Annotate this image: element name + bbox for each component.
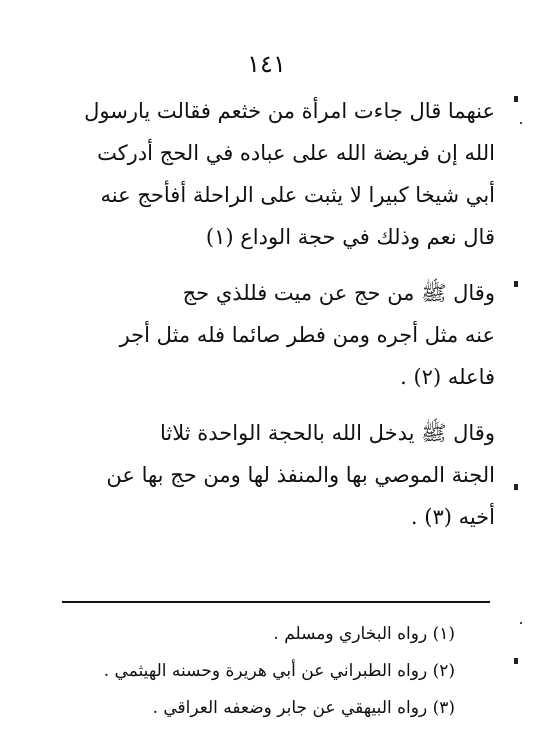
footnote-divider — [62, 601, 490, 603]
text-line: الجنة الموصي بها والمنفذ لها ومن حج بها عن — [106, 463, 495, 487]
footnote: (٢) رواه الطبراني عن أبي هريرة وحسنه الهيثمي . — [103, 661, 455, 681]
footnotes — [103, 616, 455, 727]
body-text — [50, 90, 495, 538]
margin-mark — [514, 96, 518, 102]
margin-mark — [514, 281, 518, 287]
margin-mark — [514, 484, 518, 490]
footnote: (٣) رواه البيهقي عن جابر وضعفه العراقي . — [152, 698, 455, 718]
margin-mark — [514, 658, 518, 664]
text-line: عنهما قال جاءت امرأة من خثعم فقالت يارسول — [84, 99, 495, 123]
margin-dot — [520, 622, 522, 624]
text-line: عنه مثل أجره ومن فطر صائما فله مثل أجر — [119, 323, 495, 347]
paragraph — [50, 90, 495, 258]
text-line: أبي شيخا كبيرا لا يثبت على الراحلة أفأحج عنه — [100, 183, 495, 207]
text-line: الله إن فريضة الله على عباده في الحج أدركت — [97, 141, 495, 165]
text-line: قال نعم وذلك في حجة الوداع (١) — [205, 225, 495, 249]
text-line: فاعله (٢) . — [400, 365, 495, 389]
margin-dot — [520, 122, 522, 124]
text-line: وقال ﷺ يدخل الله بالحجة الواحدة ثلاثا — [159, 421, 495, 445]
paragraph — [50, 412, 495, 538]
page-number: ١٤١ — [247, 50, 286, 78]
text-line: أخيه (٣) . — [410, 505, 495, 529]
text-line: وقال ﷺ من حج عن ميت فللذي حج — [182, 281, 495, 305]
footnote: (١) رواه البخاري ومسلم . — [273, 624, 455, 644]
paragraph — [50, 272, 495, 398]
